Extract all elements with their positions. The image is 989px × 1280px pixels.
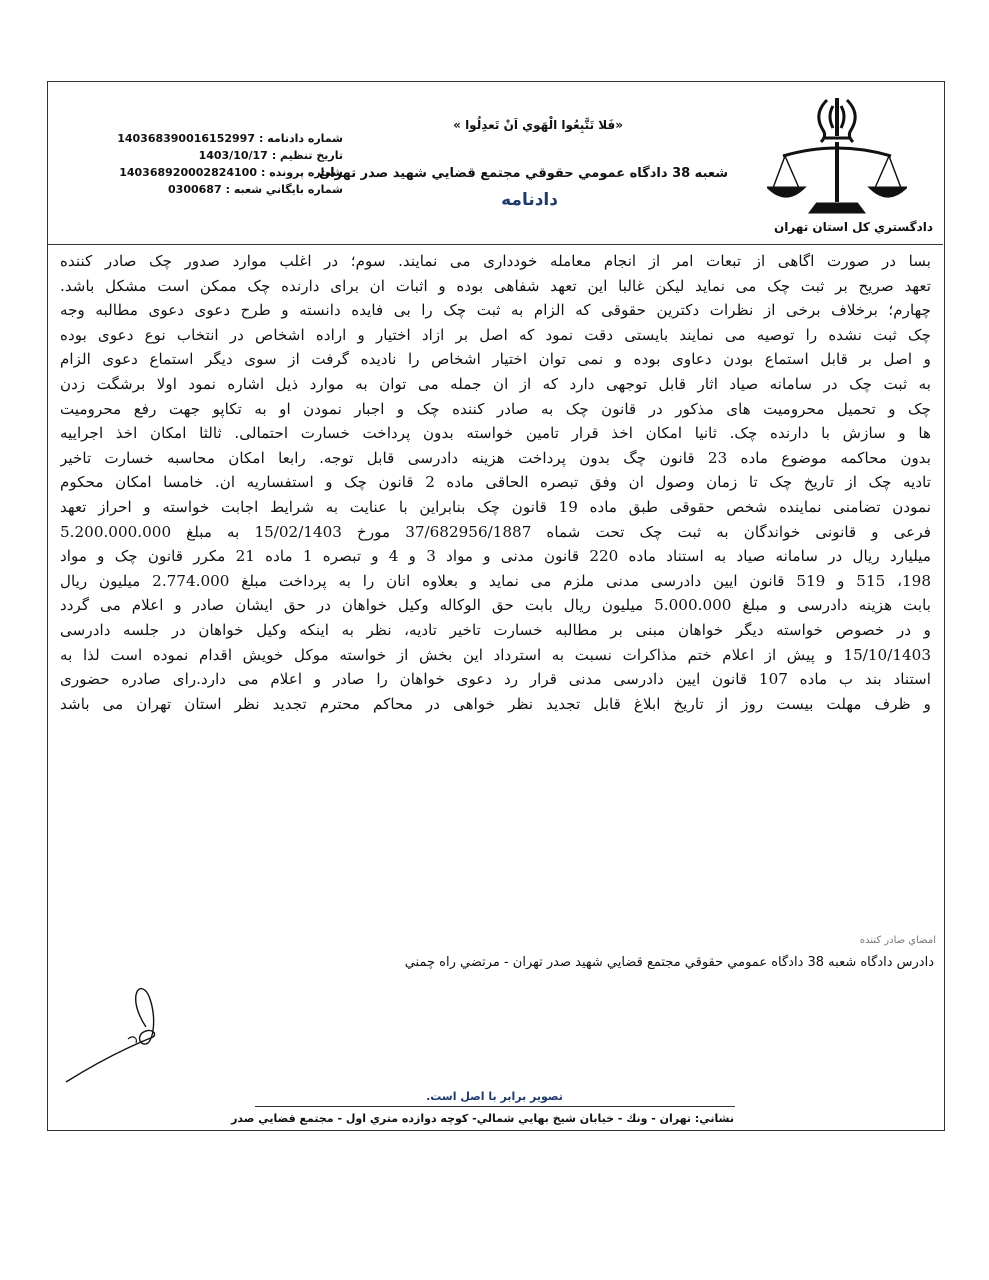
body-line: بابت هزینه دادرسی و مبلغ 5.000.000 میلیون ریال بابت حق الوکاله وکیل خواهان در حق ایشان صادر و اعلام می گردد <box>60 596 931 615</box>
meta-value: 140368920002824100 <box>119 166 257 179</box>
meta-label: تاريخ تنظيم : <box>271 149 343 162</box>
meta-label: شماره دادنامه : <box>258 132 343 145</box>
signer-name: دادرس دادگاه شعبه 38 دادگاه عمومي حقوقي مجتمع قضايي شهيد صدر تهران - مرتضي راه چمني <box>404 955 934 970</box>
body-line: تعهد صریح بر ثبت چک می نماید لیکن غالبا این تعهد شفاهی بوده و اثبات ان برای دارنده چک ممکن است مشکل باشد. <box>60 276 931 295</box>
body-line: بدون محاکمه موضوع ماده 23 قانون چگ بدون پرداخت هزینه دادرسی قابل توجه. رابعا امکان محاسبه خسارت تاخیر <box>60 448 931 467</box>
body-line: 15/10/1403 و پیش از اعلام ختم مذاکرات نسبت به استرداد این بخش از خواسته موکل خویش اقدام نموده است لذا به <box>60 645 931 664</box>
court-name: شعبه 38 دادگاه عمومي حقوقي مجتمع قضايي شهيد صدر تهران <box>319 166 728 181</box>
body-line: فرعی و قانونی خواندگان به ثبت چک تحت شماه 37/682956/1887 مورخ 15/02/1403 به مبلغ 5.200.000.000 <box>60 522 931 541</box>
court-address: نشاني: تهران - ونك - خيابان شيخ بهايي شمالي- كوچه دوازده متري اول - مجتمع قضايي صدر <box>231 1112 734 1125</box>
body-line: چهارم؛ برخلاف برخی از نظرات دکترین حقوقی که الزام به ثبت چک را بی فایده دانسته و طرح دعوی دعوی مطالبه وجه <box>60 301 931 320</box>
body-line: میلیارد ریال در سامانه صیاد به استناد ماده 220 قانون مدنی و مواد 3 و 4 و تبصره 1 ماده 21 مکرر قانون چک و مواد <box>60 547 931 566</box>
body-line: بسا در صورت اگاهی از تبعات امر از انجام معامله خودداری می نمایند. سوم؛ در اغلب موارد صدور چک صادر کننده <box>60 252 931 270</box>
document-type-title: دادنامه <box>501 190 558 210</box>
body-line: و در خصوص خواسته دیگر خواهان مبنی بر مطالبه خسارت تاخیر تادیه، نظر به اینکه وکیل خواهان در جلسه دادرسی <box>60 620 931 639</box>
body-line: 198، 515 و 519 قانون ایین دادرسی مدنی ملزم می نماید و بعلاوه انان را به پرداخت مبلغ 2.774.000 میلیون ریال <box>60 571 931 590</box>
meta-label: شماره پرونده : <box>261 166 343 179</box>
meta-value: 140368390016152997 <box>117 132 255 145</box>
meta-issue-date <box>199 149 343 162</box>
body-line: و ظرف مهلت بیست روز از تاریخ ابلاغ قابل تجدید نظر خواهی در محاکم محترم تجدید نظر استان تهران می باشد <box>60 694 931 713</box>
meta-value: 0300687 <box>168 183 222 196</box>
true-copy-note: تصوير برابر با اصل است. <box>426 1090 563 1103</box>
body-line: استناد بند ب ماده 107 قانون ایین دادرسی مدنی قرار رد دعوی خواهان را صادر و اعلام می دارد.رای صادره حضوری <box>60 670 931 689</box>
authority-name: دادگستري كل استان تهران <box>773 220 933 234</box>
body-line: چک ثبت نشده را توصیه می نمایند بایستی دقت نمود که اصل بر ازاد اختیار و اراده اشخاص در انتخاب نوع دعوی بوده <box>60 325 931 344</box>
meta-case-number <box>119 166 343 179</box>
body-line: چک و تحمیل محرومیت های مذکور در قانون چک به صادر کننده چک و اجبار نمودن او به تکاپو جهت رفع محرومیت <box>60 399 931 418</box>
body-line: و اصل بر قابل استماع بودن دعاوی بوده و نمی توان اختیار اشخاص را نادیده گرفت از سوی دیگر استماع دعوی الزام <box>60 350 931 369</box>
document-frame <box>47 81 945 1131</box>
footer-divider <box>255 1106 735 1107</box>
document-header <box>48 82 943 245</box>
verdict-body <box>60 249 931 716</box>
meta-label: شماره بايگاني شعبه : <box>225 183 343 196</box>
signature-label: امضاي صادر كننده <box>859 935 936 946</box>
meta-archive-number <box>168 183 343 196</box>
handwritten-signature-icon <box>58 977 173 1087</box>
meta-verdict-number <box>117 132 343 145</box>
meta-value: 1403/10/17 <box>198 149 268 162</box>
body-line: ها و سازش با دارنده چک. ثانیا امکان اخذ قرار تامین خواسته بدون پرداخت خسارت احتمالی. ثالثا امکان اخذ اجراییه <box>60 424 931 443</box>
body-line: تادیه چک از تاریخ چک تا زمان وصول ان وفق تبصره الحاقی ماده 2 قانون چک و استفساریه ان. خامسا امکان محکوم <box>60 473 931 492</box>
body-line: به ثبت چک در سامانه صیاد اثار قابل توجهی دارد که از ان جمله می توان به موارد ذیل اشاره نمود اولا برشگت زدن <box>60 374 931 393</box>
judiciary-emblem-icon <box>767 92 907 217</box>
body-line: نمودن تضامنی نماینده شخص حقوقی طبق ماده 19 قانون چک بنابراین با عنایت به شرایط اجابت خواسته و احراز تعهد <box>60 497 931 516</box>
quran-verse: «فَلا تَتَّبِعُوا الْهَوي اَنْ تَعدِلُوا » <box>453 118 623 132</box>
